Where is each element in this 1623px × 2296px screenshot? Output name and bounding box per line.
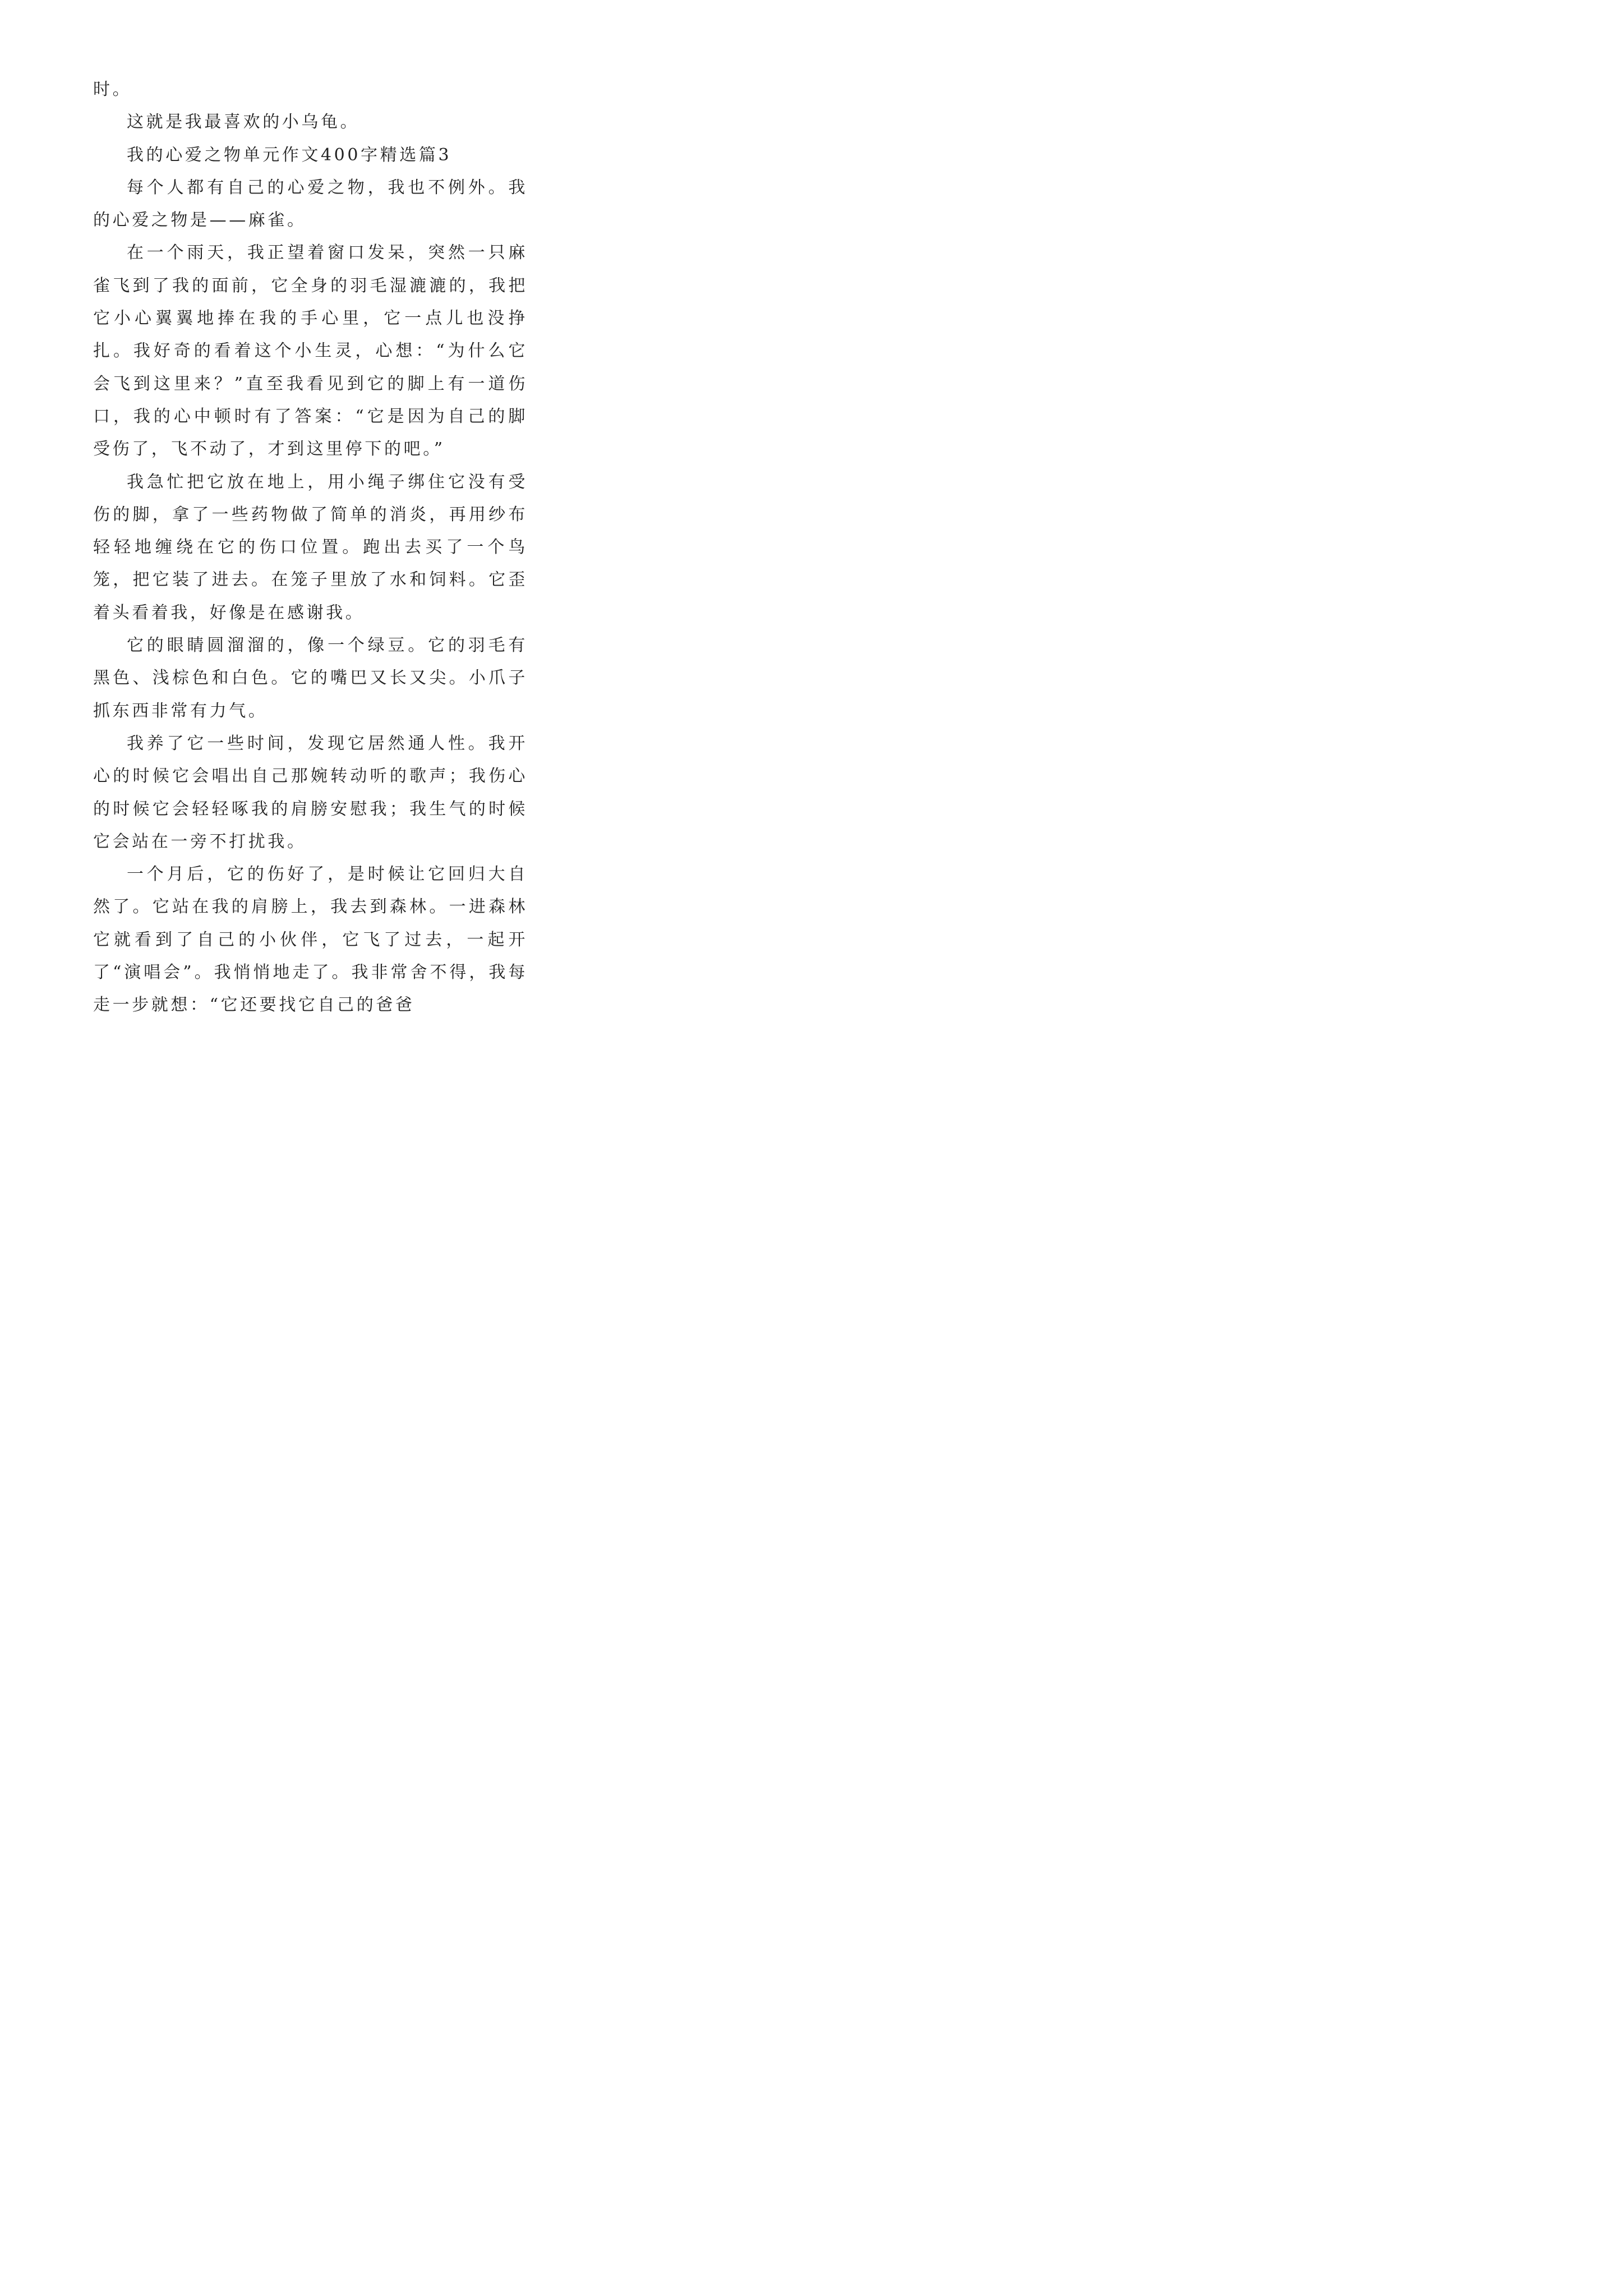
paragraph: 我养了它一些时间，发现它居然通人性。我开心的时候它会唱出自己那婉转动听的歌声；我伤心的时候它会轻轻啄我的肩膀安慰我；我生气的时候它会站在一旁不打扰我。 bbox=[93, 733, 528, 852]
document-page bbox=[0, 0, 617, 1015]
paragraph: 在一个雨天，我正望着窗口发呆，突然一只麻雀飞到了我的面前，它全身的羽毛湿漉漉的，我把它小心翼翼地捧在我的手心里，它一点儿也没挣扎。我好奇的看着这个小生灵，心想：“为什么它会飞到这里来？”直至我看见到它的脚上有一道伤口，我的心中顿时有了答案：“它是因为自己的脚受伤了，飞不动了，才到这里停下的吧。” bbox=[93, 243, 528, 459]
paragraph: 每个人都有自己的心爱之物，我也不例外。我的心爱之物是——麻雀。 bbox=[93, 177, 528, 231]
document-body bbox=[93, 73, 528, 1022]
paragraph: 我急忙把它放在地上，用小绳子绑住它没有受伤的脚，拿了一些药物做了简单的消炎，再用纱布轻轻地缠绕在它的伤口位置。跑出去买了一个鸟笼，把它装了进去。在笼子里放了水和饲料。它歪着头看着我，好像是在感谢我。 bbox=[93, 472, 528, 623]
paragraph-conclusion: 这就是我最喜欢的小乌龟。 bbox=[127, 112, 360, 132]
section-heading: 我的心爱之物单元作文400字精选篇3 bbox=[127, 145, 452, 165]
paragraph: 一个月后，它的伤好了，是时候让它回归大自然了。它站在我的肩膀上，我去到森林。一进森林它就看到了自己的小伙伴，它飞了过去，一起开了“演唱会”。我悄悄地走了。我非常舍不得，我每走一步就想：“它还要找它自己的爸爸 bbox=[93, 864, 528, 1015]
paragraph-continuation: 时。 bbox=[93, 80, 132, 99]
paragraph: 它的眼睛圆溜溜的，像一个绿豆。它的羽毛有黑色、浅棕色和白色。它的嘴巴又长又尖。小爪子抓东西非常有力气。 bbox=[93, 636, 528, 721]
